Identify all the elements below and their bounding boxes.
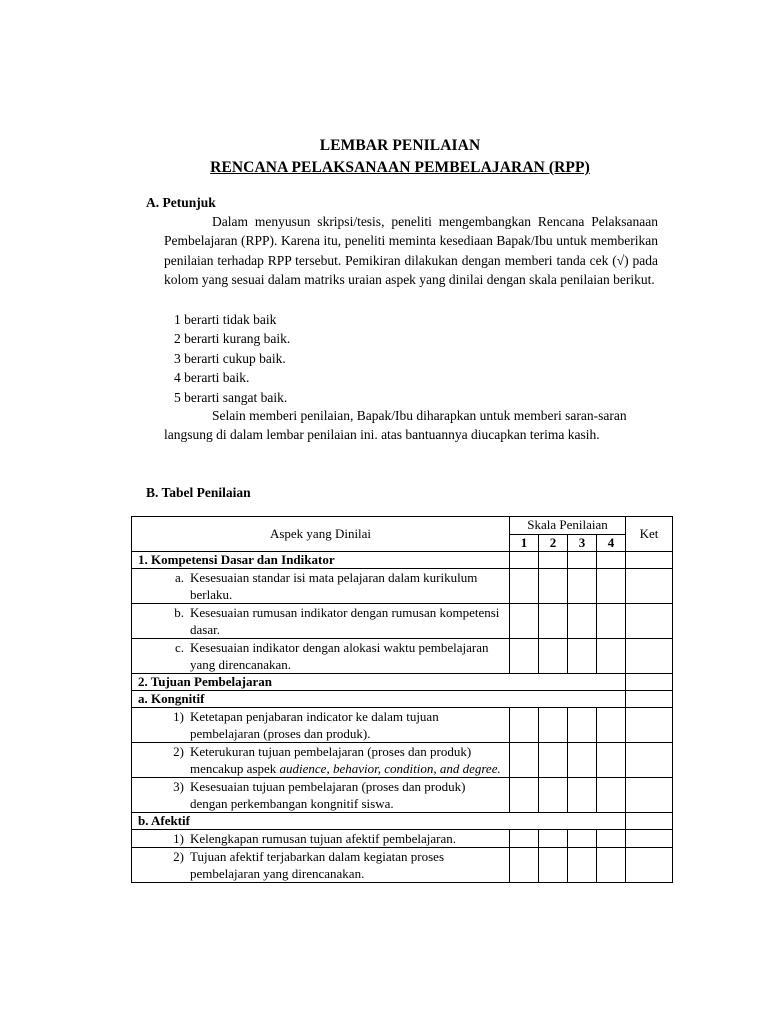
ket-cell[interactable] bbox=[626, 604, 673, 639]
score-cell[interactable] bbox=[539, 848, 568, 883]
ket-cell[interactable] bbox=[626, 691, 673, 708]
ket-cell[interactable] bbox=[626, 674, 673, 691]
rating-table bbox=[131, 516, 673, 883]
ket-cell[interactable] bbox=[626, 743, 673, 778]
scale-number: 2 bbox=[539, 535, 568, 552]
score-cell[interactable] bbox=[539, 552, 568, 569]
scale-list bbox=[174, 310, 290, 407]
score-cell[interactable] bbox=[510, 778, 539, 813]
scale-number: 3 bbox=[568, 535, 597, 552]
item-marker: 3) bbox=[173, 779, 184, 794]
ket-cell[interactable] bbox=[626, 778, 673, 813]
table-row bbox=[132, 639, 673, 674]
score-cell[interactable] bbox=[510, 708, 539, 743]
aspect-text bbox=[190, 604, 509, 638]
aspect-text-main: Keterukuran tujuan pembelajaran (proses dan produk) mencakup aspek bbox=[190, 744, 472, 776]
score-cell[interactable] bbox=[539, 569, 568, 604]
score-cell[interactable] bbox=[597, 778, 626, 813]
scale-item: 4 berarti baik. bbox=[174, 370, 250, 386]
score-cell[interactable] bbox=[597, 708, 626, 743]
score-cell[interactable] bbox=[539, 743, 568, 778]
item-marker: c. bbox=[174, 640, 184, 655]
aspect-text bbox=[190, 778, 509, 812]
scale-item: 1 berarti tidak baik bbox=[174, 312, 277, 327]
aspect-cell bbox=[132, 830, 510, 848]
column-header-aspek: Aspek yang Dinilai bbox=[132, 517, 510, 552]
aspect-text-main: Tujuan afektif terjabarkan dalam kegiatan proses pembelajaran yang direncanakan. bbox=[190, 849, 445, 881]
section-label: 1. Kompetensi Dasar dan Indikator bbox=[132, 552, 510, 569]
table-row bbox=[132, 743, 673, 778]
table-row bbox=[132, 708, 673, 743]
instruction-paragraph: Dalam menyusun skripsi/tesis, peneliti mengembangkan Rencana Pelaksanaan Pembelajaran (RPP). Karena itu, peneliti meminta kesediaan Bapak/Ibu untuk memberikan penilaian terhadap RPP tersebut. Pemikiran dilakukan dengan memberi tanda cek (√) pada kolom yang sesuai dalam matriks uraian aspek yang dinilai dengan skala penilaian berikut. bbox=[164, 214, 658, 288]
score-cell[interactable] bbox=[568, 639, 597, 674]
ket-cell[interactable] bbox=[626, 708, 673, 743]
score-cell[interactable] bbox=[539, 604, 568, 639]
aspect-text bbox=[190, 639, 509, 673]
item-marker: 1) bbox=[173, 709, 184, 724]
score-cell[interactable] bbox=[510, 569, 539, 604]
column-header-skala: Skala Penilaian bbox=[510, 517, 626, 535]
aspect-text-main: Kesesuaian indikator dengan alokasi waktu pembelajaran yang direncanakan. bbox=[190, 640, 489, 672]
score-cell[interactable] bbox=[510, 552, 539, 569]
table-section-row bbox=[132, 552, 673, 569]
ket-cell[interactable] bbox=[626, 569, 673, 604]
aspect-cell bbox=[132, 639, 510, 674]
score-cell[interactable] bbox=[539, 830, 568, 848]
item-marker: 2) bbox=[173, 849, 184, 864]
section-a-heading: A. Petunjuk bbox=[146, 195, 216, 210]
table-section-row bbox=[132, 674, 673, 691]
item-marker: a. bbox=[174, 570, 184, 585]
section-label: 2. Tujuan Pembelajaran bbox=[132, 674, 626, 691]
aspect-text bbox=[190, 848, 509, 882]
score-cell[interactable] bbox=[568, 569, 597, 604]
item-marker: 1) bbox=[173, 831, 184, 846]
ket-cell[interactable] bbox=[626, 552, 673, 569]
score-cell[interactable] bbox=[510, 848, 539, 883]
scale-item: 2 berarti kurang baik. bbox=[174, 331, 291, 347]
aspect-text-main: Kelengkapan rumusan tujuan afektif pembelajaran. bbox=[190, 831, 457, 846]
section-label: a. Kongnitif bbox=[132, 691, 626, 708]
table-row bbox=[132, 569, 673, 604]
document-subtitle: RENCANA PELAKSANAAN PEMBELAJARAN (RPP) bbox=[210, 159, 590, 176]
aspect-cell bbox=[132, 604, 510, 639]
score-cell[interactable] bbox=[568, 830, 597, 848]
document-title: LEMBAR PENILAIAN bbox=[319, 137, 481, 154]
score-cell[interactable] bbox=[597, 552, 626, 569]
aspect-text-italic: audience, behavior, condition, and degree. bbox=[279, 761, 501, 776]
score-cell[interactable] bbox=[510, 830, 539, 848]
aspect-cell bbox=[132, 708, 510, 743]
table-row bbox=[132, 604, 673, 639]
score-cell[interactable] bbox=[539, 778, 568, 813]
aspect-cell bbox=[132, 743, 510, 778]
scale-item: 5 berarti sangat baik. bbox=[174, 389, 288, 405]
section-label: b. Afektif bbox=[132, 813, 626, 830]
table-row bbox=[132, 830, 673, 848]
table-section-row bbox=[132, 813, 673, 830]
aspect-text-main: Ketetapan penjabaran indicator ke dalam tujuan pembelajaran (proses dan produk). bbox=[190, 709, 439, 741]
score-cell[interactable] bbox=[510, 743, 539, 778]
aspect-text bbox=[190, 569, 509, 603]
aspect-text-main: Kesesuaian tujuan pembelajaran (proses dan produk) dengan perkembangan kongnitif siswa. bbox=[190, 779, 466, 811]
score-cell[interactable] bbox=[568, 708, 597, 743]
scale-number: 4 bbox=[597, 535, 626, 552]
table-row bbox=[132, 848, 673, 883]
score-cell[interactable] bbox=[568, 552, 597, 569]
closing-paragraph: Selain memberi penilaian, Bapak/Ibu diharapkan untuk memberi saran-saran langsung di dalam lembar penilaian ini. atas bantuannya diucapkan terima kasih. bbox=[164, 408, 627, 443]
section-b-heading: B. Tabel Penilaian bbox=[146, 485, 251, 500]
table-section-row bbox=[132, 691, 673, 708]
rating-table-body bbox=[132, 552, 673, 883]
ket-cell[interactable] bbox=[626, 830, 673, 848]
aspect-cell bbox=[132, 778, 510, 813]
aspect-text bbox=[190, 743, 509, 777]
aspect-text bbox=[190, 708, 509, 742]
score-cell[interactable] bbox=[510, 639, 539, 674]
score-cell[interactable] bbox=[568, 778, 597, 813]
score-cell[interactable] bbox=[597, 830, 626, 848]
scale-item: 3 berarti cukup baik. bbox=[174, 350, 286, 366]
score-cell[interactable] bbox=[568, 604, 597, 639]
table-row bbox=[132, 778, 673, 813]
ket-cell[interactable] bbox=[626, 813, 673, 830]
column-header-ket: Ket bbox=[626, 517, 673, 552]
score-cell[interactable] bbox=[539, 708, 568, 743]
item-marker: 2) bbox=[173, 744, 184, 759]
aspect-text-main: Kesesuaian rumusan indikator dengan rumusan kompetensi dasar. bbox=[190, 605, 500, 637]
scale-number: 1 bbox=[510, 535, 539, 552]
score-cell[interactable] bbox=[568, 848, 597, 883]
score-cell[interactable] bbox=[539, 639, 568, 674]
score-cell[interactable] bbox=[597, 604, 626, 639]
aspect-text-main: Kesesuaian standar isi mata pelajaran dalam kurikulum berlaku. bbox=[190, 570, 478, 602]
score-cell[interactable] bbox=[568, 743, 597, 778]
ket-cell[interactable] bbox=[626, 848, 673, 883]
score-cell[interactable] bbox=[597, 743, 626, 778]
score-cell[interactable] bbox=[597, 569, 626, 604]
score-cell[interactable] bbox=[510, 604, 539, 639]
ket-cell[interactable] bbox=[626, 639, 673, 674]
aspect-text bbox=[190, 830, 509, 847]
item-marker: b. bbox=[174, 605, 184, 620]
aspect-cell bbox=[132, 848, 510, 883]
score-cell[interactable] bbox=[597, 639, 626, 674]
score-cell[interactable] bbox=[597, 848, 626, 883]
aspect-cell bbox=[132, 569, 510, 604]
